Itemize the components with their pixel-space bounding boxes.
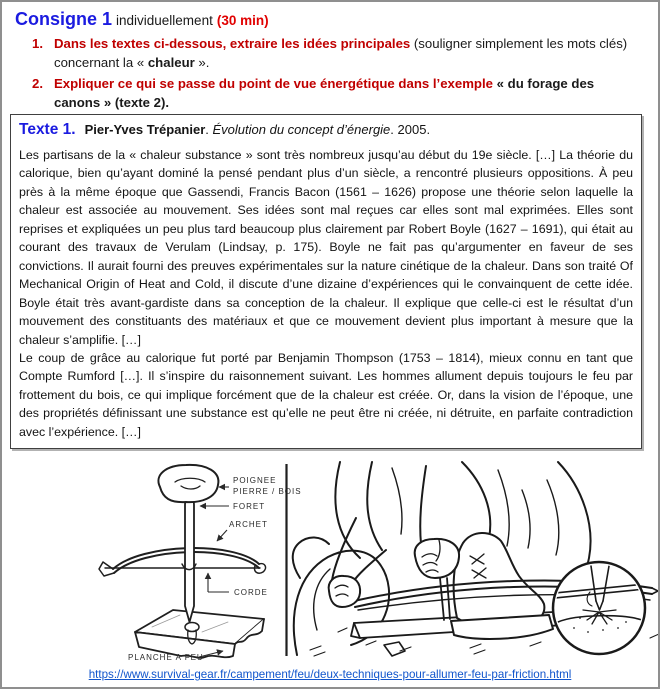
bow-drill-usage-illustration xyxy=(293,462,659,656)
item-plain-text: ». xyxy=(194,55,210,70)
texte1-box xyxy=(10,114,642,449)
label-poignee-line2: PIERRE / BOIS xyxy=(233,487,302,496)
texte1-work-title: Évolution du concept d’énergie xyxy=(212,122,391,137)
label-archet: ARCHET xyxy=(229,520,268,529)
texte1-paragraph-1: Les partisans de la « chaleur substance » sont très nombreux jusqu’au début du 19e siècle. […] La théorie du calorique, bien qu’ayant dominé la pensé pendant plus d’un siècle, a rencontré plusieurs oppositions. À peu près à la même époque que Gassendi, Francis Bacon (1561 – 1626) propose une théorie selon laquelle la chaleur est associée au mouvement. Ses idées sont mal reçues car elles sont mal exprimées. Elles sont reprises et expliquées un peu plus tard beaucoup plus clairement par Robert Boyle (1627 – 1691), qui était au courant des travaux de Verulam (Lindsay, p. 175). Boyle ne fait pas qu’argumenter en faveur de ses convictions. Il aurait fourni des preuves expérimentales sur la nature cinétique de la chaleur. Dans son traité Of Mechanical Origin of Heat and Cold, il discute d’une dizaine d’expériences qui le convainquent de cette idée. Boyle était très avant-gardiste dans sa conception de la chaleur. Il explique que celle-ci est le résultat d’un mouvement des constituants des matériaux et que ce mouvement devient plus important à mesure que la chaleur s’amplifie. […] xyxy=(19,148,633,347)
label-foret: FORET xyxy=(233,502,266,511)
texte1-separator: . xyxy=(205,122,213,137)
texte1-author: Pier-Yves Trépanier xyxy=(84,122,206,137)
item-number: 2. xyxy=(32,76,43,91)
instruction-item-1 xyxy=(32,34,640,72)
source-link[interactable]: https://www.survival-gear.fr/campement/feu/deux-techniques-pour-allumer-feu-par-friction.html xyxy=(88,668,572,681)
texte1-year: . 2005. xyxy=(390,122,431,137)
figure-illustrations xyxy=(2,460,660,665)
item-main-clause: Expliquer ce qui se passe du point de vue énergétique dans l’exemple xyxy=(54,76,493,91)
instruction-item-2 xyxy=(32,74,640,112)
item-plain-text: (souligner simplement les mots clés) concernant la « xyxy=(54,36,628,70)
item-keyword: chaleur xyxy=(147,55,195,70)
texte1-paragraph-2: Le coup de grâce au calorique fut porté par Benjamin Thompson (1753 – 1814), mieux connu en tant que Compte Rumford […]. Il s’inspire du raisonnement suivant. Les hommes allument depuis toujours le feu par frottement du bois, ce qui implique forcément que de la chaleur est créée. Or, dans la vision de l’époque, une des propriétés définissant une substance est qu’elle ne peut être ni créée, ni détruite, en parfaite contradiction avec l’expérience. […] xyxy=(19,350,633,439)
consigne-header xyxy=(15,9,648,30)
item-text xyxy=(54,76,594,110)
item-text xyxy=(54,36,627,70)
source-link-row xyxy=(2,665,658,683)
consigne-mode: individuellement xyxy=(116,13,213,28)
label-corde: CORDE xyxy=(234,588,268,597)
item-main-clause: Dans les textes ci-dessous, extraire les idées principales xyxy=(54,36,411,51)
item-keyword: « du forage des canons » (texte 2). xyxy=(54,76,595,110)
consigne-duration: (30 min) xyxy=(216,13,269,28)
texte1-label: Texte 1. xyxy=(19,121,76,138)
consigne-title: Consigne 1 xyxy=(15,9,113,29)
instruction-list xyxy=(15,32,640,112)
label-poignee-line1: POIGNEE xyxy=(233,476,277,485)
figure-area xyxy=(2,460,660,665)
texte1-title-line xyxy=(19,121,633,139)
label-planche-a-feu: PLANCHE A FEU xyxy=(128,653,204,662)
magnifier-detail xyxy=(553,562,645,654)
item-number: 1. xyxy=(32,36,43,51)
